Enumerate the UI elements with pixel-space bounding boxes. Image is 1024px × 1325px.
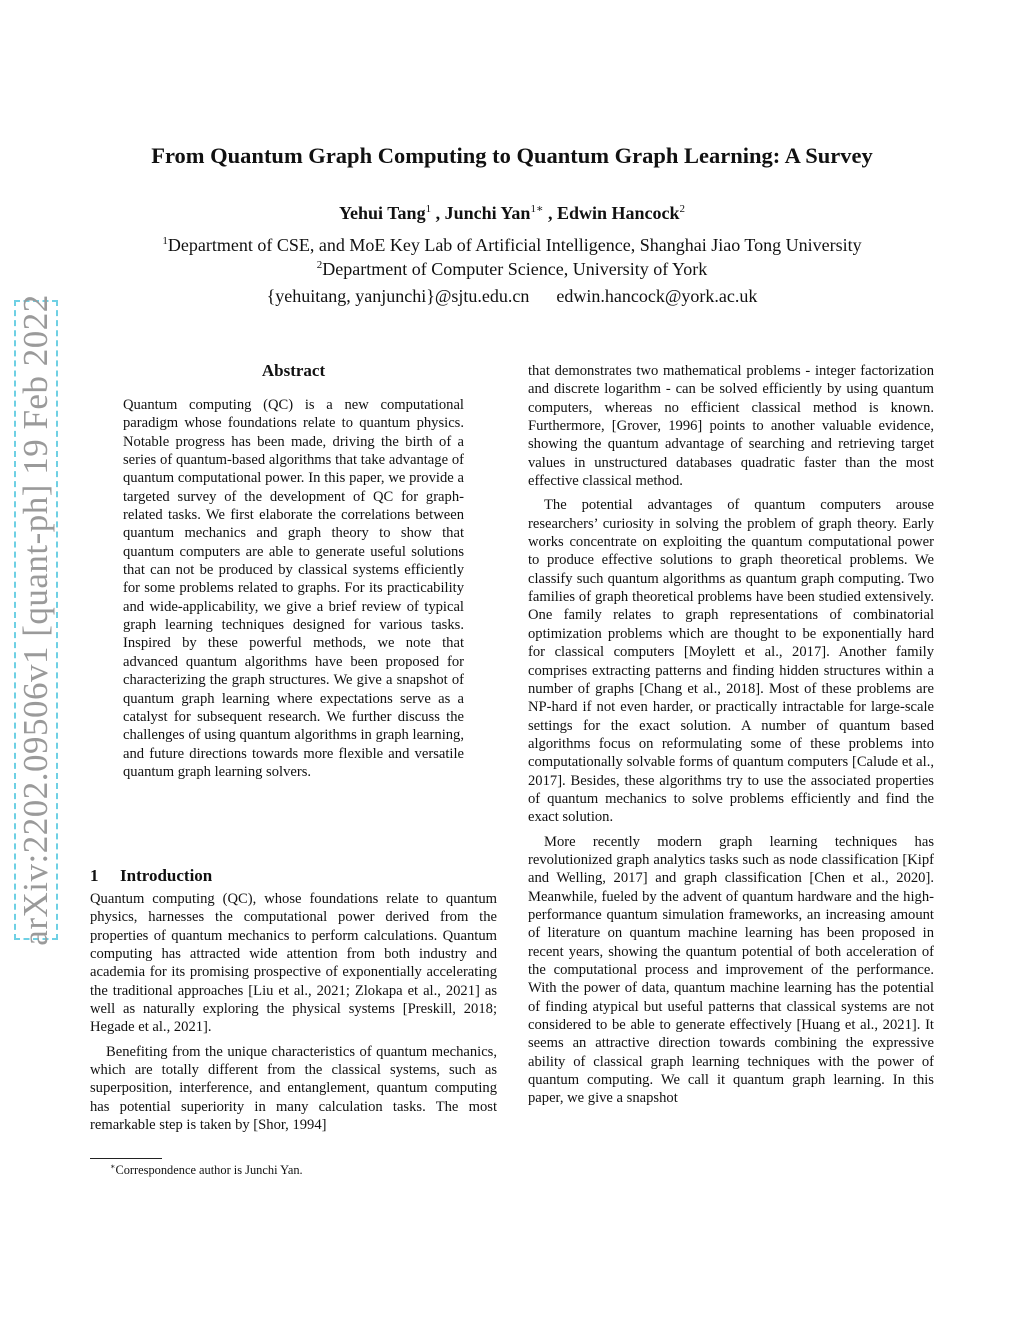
section-title: Introduction bbox=[120, 866, 213, 885]
introduction-left-column bbox=[90, 890, 497, 1134]
right-paragraph-3: More recently modern graph learning techniques has revolutionized graph analytics tasks such as node classification [Kipf and Welling, 2017] and graph classification [Chen et al., 2020]. Meanwhile, fueled by the advent of quantum hardware and the high-performance quantum simulation frameworks, an increasing amount of literature on quantum machine learning has been proposed in recent years, showing the quantum potential of both acceleration of the computational process and improvement of the performance. With the power of data, quantum machine learning has the potential of finding atypical but useful patterns that classical systems are not considered to be able to generate effectively [Huang et al., 2021]. It seems an attractive direction towards combining the expressive ability of classical graph learning techniques with the power of quantum computing. We call it quantum graph learning. In this paper, we give a snapshot bbox=[528, 833, 934, 1107]
author-name: Yehui Tang bbox=[339, 203, 426, 223]
author-name: Edwin Hancock bbox=[556, 203, 680, 223]
author-separator: , bbox=[543, 203, 557, 223]
section-heading-introduction bbox=[90, 866, 212, 886]
arxiv-identifier: arXiv:2202.09506v1 [quant-ph] 19 Feb 2022 bbox=[16, 294, 55, 946]
intro-paragraph-1: Quantum computing (QC), whose foundations relate to quantum physics, harnesses the computational power derived from the properties of quantum mechanics to perform calculations. Quantum computing has attracted wide attention from both industry and academia for its promising prospective of exponentially accelerating the traditional approaches [Liu et al., 2021; Zlokapa et al., 2021] as well as naturally exploring the physical systems [Preskill, 2018; Hegade et al., 2021]. bbox=[90, 891, 497, 1036]
affiliation-1 bbox=[40, 235, 984, 256]
author-affil-mark: 1 bbox=[425, 203, 432, 215]
footnote-text: Correspondence author is Junchi Yan. bbox=[115, 1163, 303, 1178]
affiliation-1-text: Department of CSE, and MoE Key Lab of Artificial Intelligence, Shanghai Jiao Tong University bbox=[167, 235, 862, 255]
affiliation-1-mark: 1 bbox=[162, 235, 168, 247]
arxiv-sidebar-stamp bbox=[14, 294, 58, 946]
footnote bbox=[110, 1162, 303, 1178]
author-separator: , bbox=[431, 203, 445, 223]
affiliation-2-text: Department of Computer Science, University of York bbox=[322, 259, 708, 279]
abstract-text: Quantum computing (QC) is a new computational paradigm whose foundations relate to quantum physics. Notable progress has been made, driving the birth of a series of quantum-based algorithms that take advantage of quantum computational power. In this paper, we provide a targeted survey of the development of QC for graph-related tasks. We first elaborate the correlations between quantum mechanics and graph theory to show that quantum computers are able to generate useful solutions that can not be produced by classical systems efficiently for some problems related to graphs. For its practicability and wide-applicability, we give a brief review of typical graph learning techniques designed for various tasks. Inspired by these powerful methods, we note that advanced quantum algorithms have been proposed for characterizing the graph structures. We give a snapshot of quantum graph learning where expectations serve as a catalyst for subsequent research. We further discuss the challenges of using quantum algorithms in graph learning, and future directions towards more flexible and versatile quantum graph learning solvers. bbox=[123, 397, 464, 780]
author-emails: {yehuitang, yanjunchi}@sjtu.edu.cn edwin.hancock@york.ac.uk bbox=[266, 286, 758, 306]
affiliation-2 bbox=[40, 259, 984, 280]
affiliation-2-mark: 2 bbox=[316, 259, 323, 271]
author-affil-mark: 2 bbox=[679, 203, 685, 215]
author-name: Junchi Yan bbox=[444, 203, 531, 223]
intro-paragraph-2: Benefiting from the unique characteristics of quantum mechanics, which are totally different from the classical systems, such as superposition, interference, and entanglement, quantum computing has potential superiority in many calculation tasks. The most remarkable step is taken by [Shor, 1994] bbox=[90, 1043, 497, 1134]
abstract-heading: Abstract bbox=[261, 361, 326, 380]
right-column bbox=[528, 362, 934, 1108]
author-list bbox=[60, 202, 964, 224]
author-affil-mark: 1∗ bbox=[530, 203, 544, 215]
footnote-mark: ∗ bbox=[110, 1162, 116, 1171]
section-number: 1 bbox=[90, 866, 99, 885]
footnote-divider bbox=[90, 1158, 162, 1159]
right-paragraph-2: The potential advantages of quantum computers arouse researchers’ curiosity in solving the problem of graph theory. Early works concentrate on exploiting the quantum computational power to produce effective solutions to graph theoretical problems. We classify such quantum algorithms as quantum graph computing. Two families of graph theoretical problems have been studied extensively. One family relates to graph representations of combinatorial optimization problems which are thought to be exponentially hard for classical computers [Moylett et al., 2017]. Another family comprises extracting patterns and finding hidden structures within a number of graphs [Chang et al., 2018]. Most of these problems are NP-hard if not even harder, or practically intractable for large-scale settings for the exact solution. A number of quantum based algorithms focus on reformulating some of these problems into computationally solvable forms of quantum computers [Calude et al., 2017]. Besides, these algorithms try to use the associated properties of quantum mechanics to solve problems efficiently and find the exact solution. bbox=[528, 497, 934, 826]
paper-title: From Quantum Graph Computing to Quantum Graph Learning: A Survey bbox=[151, 143, 873, 168]
abstract-body bbox=[123, 396, 464, 781]
right-paragraph-1: that demonstrates two mathematical problems - integer factorization and discrete logarithm - can be solved efficiently by using quantum computers, whereas no efficient classical method is known. Furthermore, [Grover, 1996] points to another valuable evidence, showing the quantum advantage of searching and retrieving target values in unstructured databases quadratic faster than the most effective classical method. bbox=[528, 363, 934, 490]
